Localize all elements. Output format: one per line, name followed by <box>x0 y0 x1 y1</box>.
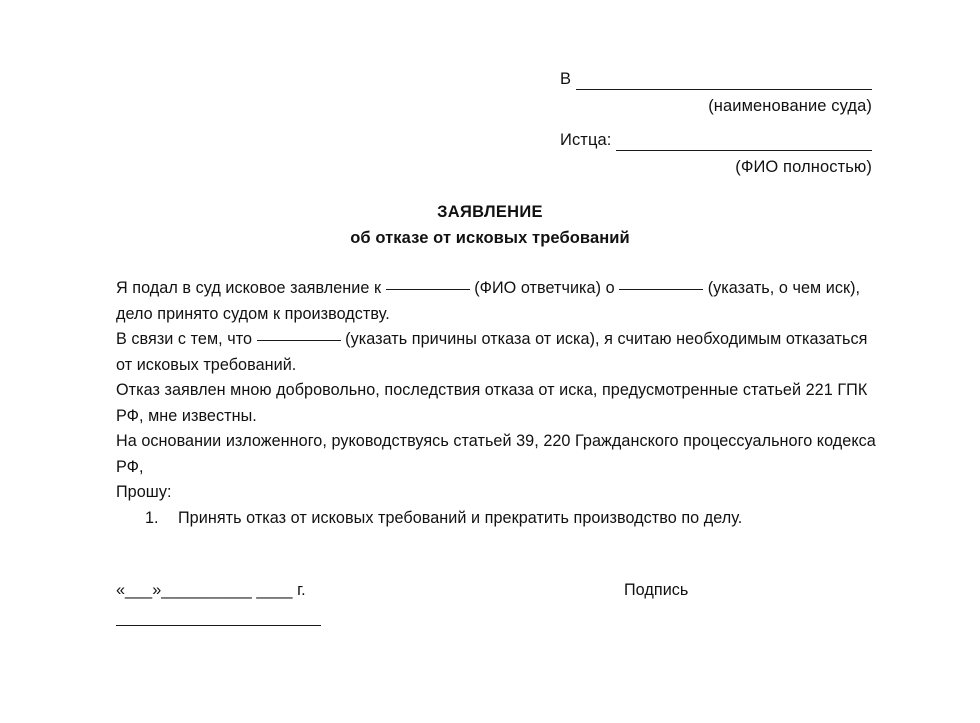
signature-block <box>116 578 880 626</box>
paragraph-1 <box>116 276 880 327</box>
paragraph-1-part-1: Я подал в суд исковое заявление к <box>116 279 386 297</box>
list-item-number: 1. <box>145 508 159 527</box>
signature-blank-rule[interactable] <box>116 625 321 626</box>
court-name-row <box>560 68 872 90</box>
plaintiff-name-row <box>560 129 872 151</box>
plaintiff-caption: (ФИО полностью) <box>735 158 872 176</box>
document-title-block <box>0 201 980 250</box>
defendant-name-blank[interactable] <box>386 289 470 290</box>
list-item-label: Принять отказ от исковых требований и прекратить производство по делу. <box>178 508 743 527</box>
paragraph-4: На основании изложенного, руководствуясь статьей 39, 220 Гражданского процессуального кодекса РФ, <box>116 432 876 476</box>
request-list <box>116 506 880 532</box>
document-body <box>116 276 880 531</box>
signature-label: Подпись <box>624 581 689 599</box>
court-caption: (наименование суда) <box>708 97 872 115</box>
withdrawal-reason-blank[interactable] <box>257 340 341 341</box>
paragraph-2-part-2: (указать причины отказа от иска), я считаю необходимым отказаться от исковых требований. <box>116 330 868 374</box>
plaintiff-label: Истца: <box>560 131 612 149</box>
paragraph-1-part-2: (ФИО ответчика) о <box>469 279 620 297</box>
date-signature-row <box>116 578 880 603</box>
addressee-header <box>560 68 872 178</box>
paragraph-1-part-3: (указать, о чем иск), дело принято судом к производству. <box>116 279 861 323</box>
list-item <box>116 506 880 532</box>
page-subtitle: об отказе от исковых требований <box>350 229 630 247</box>
page-title: ЗАЯВЛЕНИЕ <box>437 203 543 221</box>
paragraph-2 <box>116 327 880 378</box>
paragraph-3: Отказ заявлен мною добровольно, последствия отказа от иска, предусмотренные статьей 221 ГПК РФ, мне известны. <box>116 381 868 425</box>
request-label: Прошу: <box>116 483 172 501</box>
plaintiff-name-blank-rule[interactable] <box>616 133 872 151</box>
court-label: В <box>560 70 572 88</box>
header-spacer <box>560 117 872 129</box>
claim-subject-blank[interactable] <box>619 289 703 290</box>
date-field[interactable]: «___»__________ ____ г. <box>116 581 306 599</box>
paragraph-2-part-1: В связи с тем, что <box>116 330 257 348</box>
court-name-blank-rule[interactable] <box>576 72 872 90</box>
